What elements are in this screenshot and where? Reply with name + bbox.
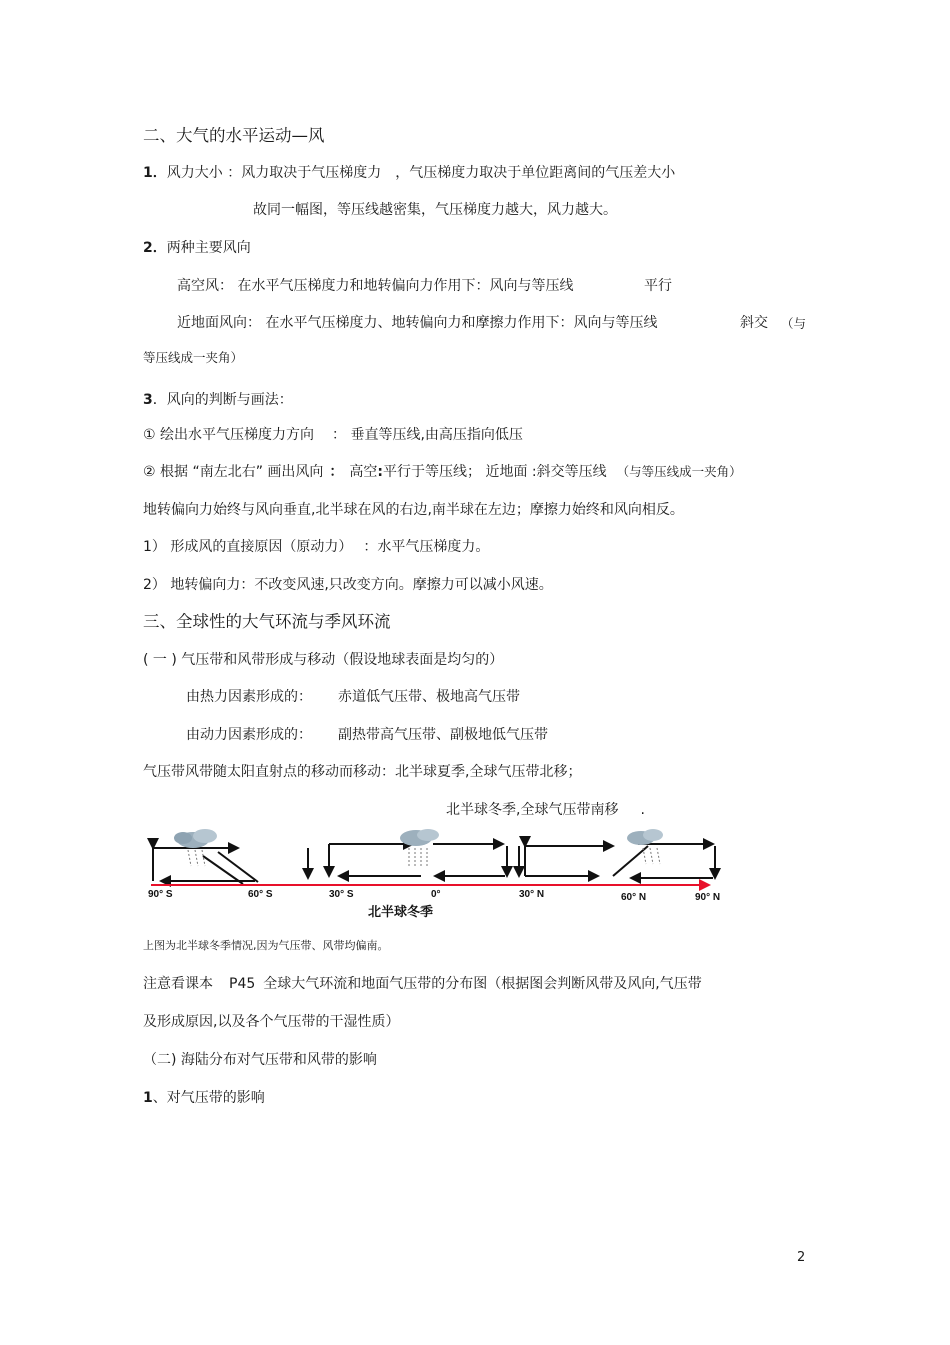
text: 由热力因素形成的： <box>186 689 312 705</box>
item-number: 2． <box>143 240 167 256</box>
text: 风力大小 ：风力取决于气压梯度力 <box>166 165 382 181</box>
paragraph: 故同一幅图，等压线越密集，气压梯度力越大，风力越大。 <box>253 202 617 218</box>
section-heading: 二、大气的水平运动—风 <box>143 126 325 145</box>
text: （与等压线成一夹角） <box>616 464 742 479</box>
text: . <box>640 802 645 818</box>
item-2 <box>143 238 251 258</box>
dynamic-factor <box>186 725 548 745</box>
text: ② 根据 “南左北右” 画出风向 <box>143 464 324 480</box>
text: 等压线成一夹角） <box>143 350 244 365</box>
paragraph: 及形成原因,以及各个气压带的干湿性质） <box>143 1014 400 1030</box>
subsection-heading: ( 一 ) 气压带和风带形成与移动（假设地球表面是均匀的） <box>143 652 504 668</box>
text: ，气压梯度力取决于单位距离间的气压差大小 <box>395 165 676 181</box>
text: （与 <box>781 316 807 331</box>
subsection-heading: （二) 海陆分布对气压带和风带的影响 <box>143 1052 377 1068</box>
circulation-cell-polar <box>153 848 308 884</box>
circulation-cell-hadley <box>433 844 519 876</box>
lat-label-0: 0° <box>431 889 441 900</box>
text: 两种主要风向 <box>166 240 251 256</box>
paragraph: 地转偏向力始终与风向垂直,北半球在风的右边,南半球在左边；摩擦力始终和风向相反。 <box>143 502 684 518</box>
text: ：水平气压梯度力。 <box>363 539 490 555</box>
text: ．风向的判断与画法： <box>152 392 293 408</box>
lat-label-90n: 90° N <box>695 892 721 903</box>
note-2: 2） 地转偏向力：不改变风速,只改变方向。摩擦力可以减小风速。 <box>143 577 553 593</box>
page-ref: P45 <box>229 976 256 992</box>
lat-label-60n: 60° N <box>621 892 647 903</box>
textbook-note <box>143 974 702 994</box>
text: 副热带高气压带、副极地低气压带 <box>338 727 548 743</box>
answer-parallel: 平行 <box>644 278 672 294</box>
season-label: 北半球冬季 <box>368 905 434 920</box>
figure-caption: 上图为北半球冬季情况,因为气压带、风带均偏南。 <box>143 939 389 952</box>
text: 1） 形成风的直接原因（原动力） <box>143 539 346 555</box>
lat-label-30s: 30° S <box>329 889 354 900</box>
high-altitude-wind: 高空风： 在水平气压梯度力和地转偏向力作用下：风向与等压线 <box>177 278 574 294</box>
item-3 <box>143 390 293 410</box>
item-1 <box>143 163 675 183</box>
paragraph <box>446 800 645 820</box>
page-number: 2 <box>797 1250 806 1265</box>
lat-label-30n: 30° N <box>519 889 545 900</box>
text: 赤道低气压带、极地高气压带 <box>338 689 520 705</box>
step-2 <box>143 462 742 482</box>
text: 、对气压带的影响 <box>152 1090 265 1106</box>
paragraph: 气压带风带随太阳直射点的移动而移动：北半球夏季,全球气压带北移； <box>143 764 582 780</box>
text: 平行于等压线； 近地面 :斜交等压线 <box>383 464 607 480</box>
sub-item <box>143 1088 265 1108</box>
thermal-factor <box>186 687 520 707</box>
text: ① 绘出水平气压梯度力方向 <box>143 427 315 443</box>
item-number: 1 <box>143 1090 153 1106</box>
item-number: 1． <box>143 165 167 181</box>
text: 由动力因素形成的： <box>186 727 312 743</box>
text: 注意看课本 <box>143 976 213 992</box>
item-number: 3 <box>143 392 153 408</box>
text: ： <box>329 464 344 480</box>
step-1 <box>143 425 523 445</box>
text: : <box>377 464 384 480</box>
lat-label-60s: 60° S <box>248 889 273 900</box>
cloud-icon <box>400 829 439 868</box>
text: 全球大气环流和地面气压带的分布图（根据图会判断风带及风向,气压带 <box>263 976 702 992</box>
answer-oblique: 斜交 <box>740 315 768 331</box>
text: ： 垂直等压线,由高压指向低压 <box>332 427 523 443</box>
text: 北半球冬季,全球气压带南移 <box>446 802 619 818</box>
circulation-cell-ferrel-north <box>525 844 715 878</box>
section-heading: 三、全球性的大气环流与季风环流 <box>143 612 391 631</box>
surface-wind: 近地面风向： 在水平气压梯度力、地转偏向力和摩擦力作用下：风向与等压线 <box>177 315 658 331</box>
text: 高空 <box>349 464 378 480</box>
lat-label-90s: 90° S <box>148 889 173 900</box>
circulation-cell-ferrel-south <box>329 844 421 876</box>
pressure-belt-diagram <box>143 826 743 921</box>
note-1 <box>143 537 489 557</box>
